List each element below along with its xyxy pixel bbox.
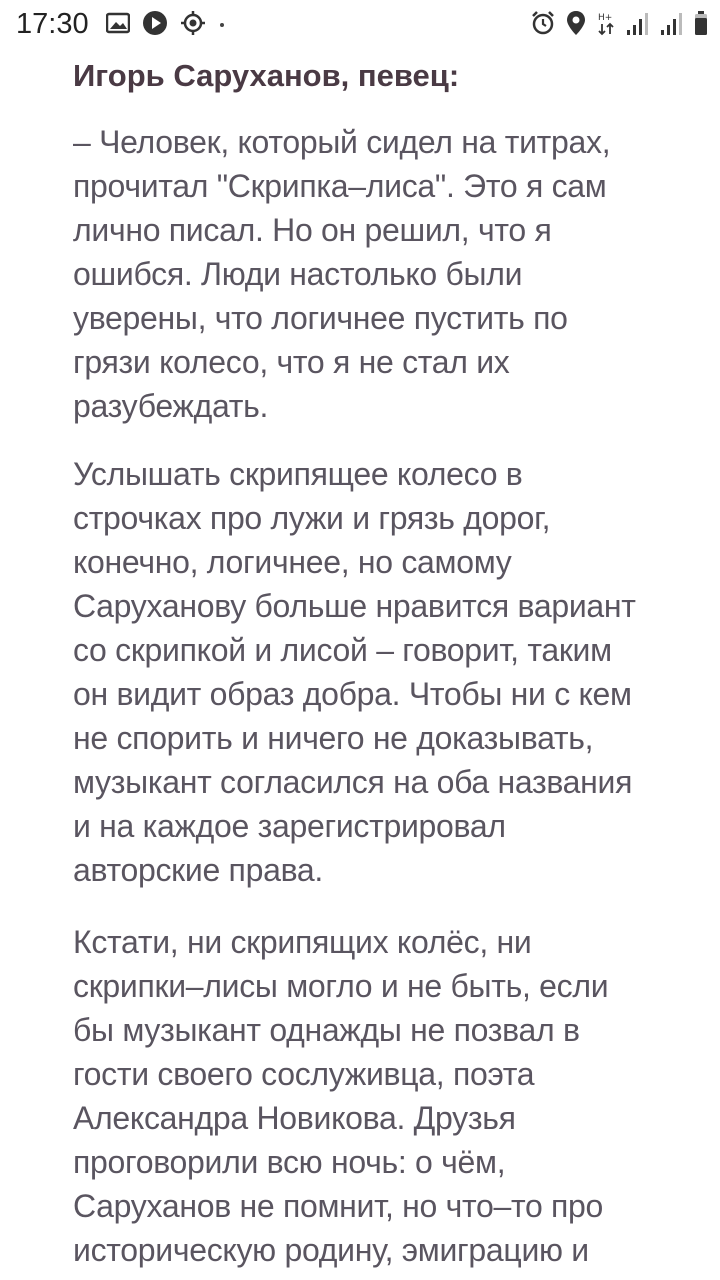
text-line: музыкант согласился на оба названия (73, 764, 633, 800)
text-line: грязи колесо, что я не стал их (73, 344, 510, 380)
text-line: – Человек, который сидел на титрах, (73, 124, 611, 160)
alarm-icon (530, 10, 556, 36)
dot-icon (218, 10, 226, 36)
status-time: 17:30 (16, 8, 89, 40)
text-line: Саруханову больше нравится вариант (73, 588, 636, 624)
text-line: историческую родину, эмиграцию и (73, 1232, 589, 1268)
text-line: Кстати, ни скрипящих колёс, ни (73, 924, 532, 960)
text-line: ошибся. Люди настолько были (73, 256, 523, 292)
quote-paragraph (73, 120, 673, 428)
text-line: гости своего сослуживца, поэта (73, 1056, 535, 1092)
text-line: не спорить и ничего не доказывать, (73, 720, 594, 756)
location-target-icon (180, 10, 206, 36)
text-line: скрипки–лисы могло и не быть, если (73, 968, 609, 1004)
text-line: прочитал "Скрипка–лиса". Это я сам (73, 168, 607, 204)
text-line: строчках про лужи и грязь дорог, (73, 500, 551, 536)
text-line: лично писал. Но он решил, что я (73, 212, 552, 248)
article-body (73, 54, 673, 1272)
article-paragraph (73, 452, 673, 892)
text-line: разубеждать. (73, 388, 269, 424)
text-line: со скрипкой и лисой – говорит, таким (73, 632, 612, 668)
text-line: конечно, логичнее, но самому (73, 544, 512, 580)
location-pin-icon (566, 10, 586, 36)
text-line: Александра Новикова. Друзья (73, 1100, 516, 1136)
status-bar (0, 0, 720, 50)
text-line: Саруханов не помнит, но что–то про (73, 1188, 604, 1224)
battery-icon (694, 10, 708, 36)
article-paragraph (73, 920, 673, 1272)
text-line: он видит образ добра. Чтобы ни с кем (73, 676, 632, 712)
image-icon (106, 12, 130, 34)
speaker-heading: Игорь Саруханов, певец: (73, 58, 460, 93)
play-circle-icon (142, 10, 168, 36)
data-arrows-icon (596, 10, 616, 36)
svg-text:H+: H+ (598, 13, 613, 23)
signal-icon-2 (660, 10, 684, 36)
text-line: Услышать скрипящее колесо в (73, 456, 523, 492)
status-notification-icons (106, 10, 226, 36)
text-line: уверены, что логичнее пустить по (73, 300, 568, 336)
text-line: проговорили всю ночь: о чём, (73, 1144, 506, 1180)
text-line: авторские права. (73, 852, 323, 888)
text-line: и на каждое зарегистрировал (73, 808, 506, 844)
signal-icon (626, 10, 650, 36)
status-system-icons (530, 10, 708, 36)
text-line: бы музыкант однажды не позвал в (73, 1012, 580, 1048)
